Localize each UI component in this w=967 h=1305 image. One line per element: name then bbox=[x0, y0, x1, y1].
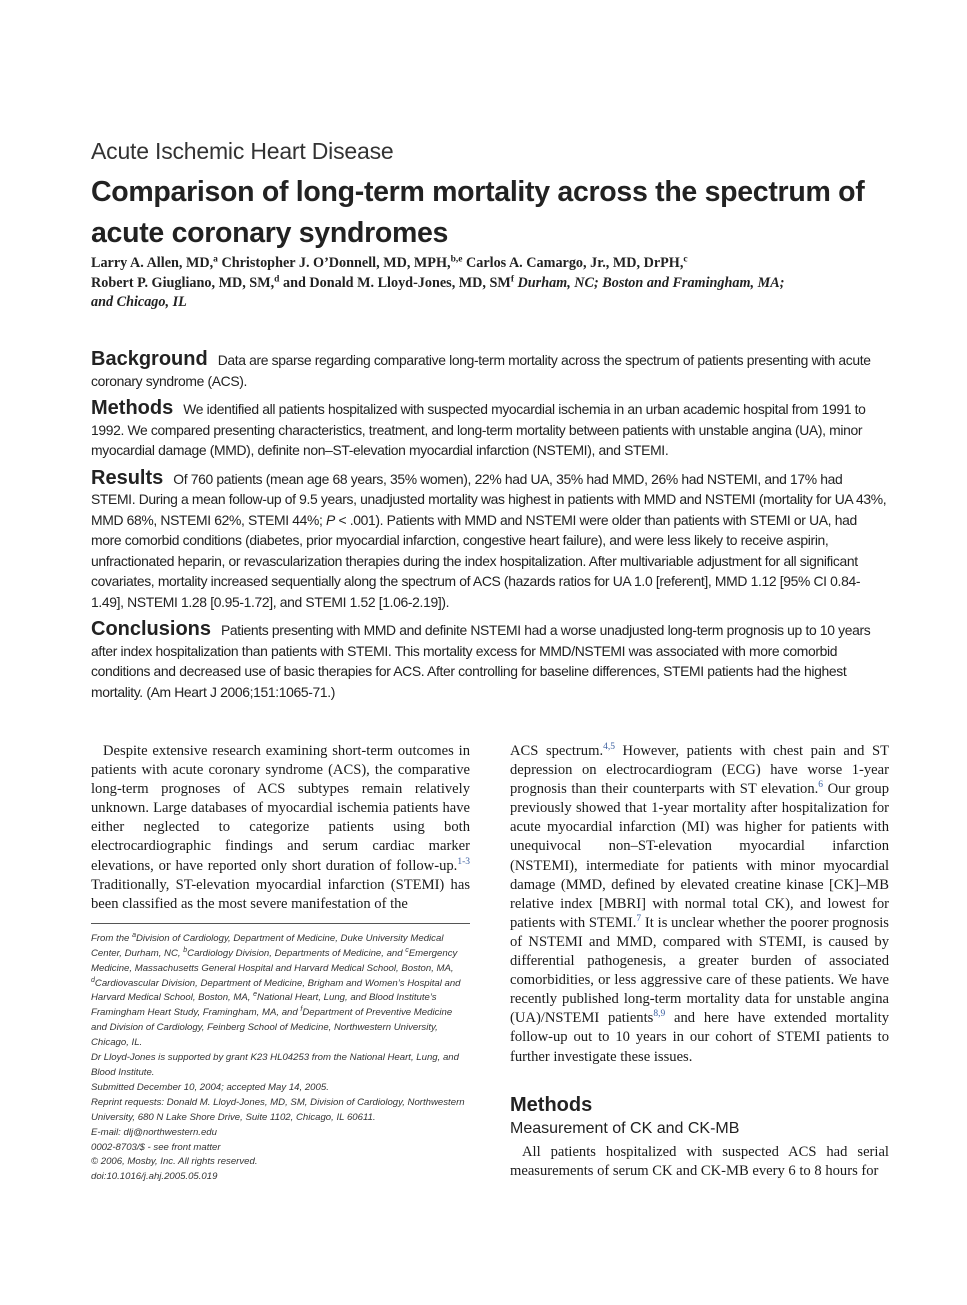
article-title: Comparison of long-term mortality across the spectrum of acute coronary syndromes bbox=[91, 176, 865, 249]
abstract-heading: Results bbox=[91, 466, 164, 489]
intro-paragraph bbox=[91, 742, 470, 914]
footnote-text: Cardiology Division, Departments of Medicine, and bbox=[187, 947, 406, 959]
author-camargo: Carlos A. Camargo, Jr., MD, DrPH, bbox=[462, 255, 684, 271]
author-lloyd-jones: and Donald M. Lloyd-Jones, MD, SM bbox=[279, 274, 511, 291]
abstract-heading: Background bbox=[91, 348, 208, 370]
footnote-text: Department of Preventive Medicine and Division of Cardiology, Feinberg School of Medicine, Northwestern University, Chicago, IL. bbox=[91, 1007, 453, 1049]
footnote-divider bbox=[91, 923, 470, 924]
affiliation-mark: c bbox=[405, 946, 409, 954]
citation-link[interactable]: 8,9 bbox=[653, 1009, 666, 1020]
body-text: However, patients with chest pain and ST depression on electrocardiogram (ECG) have worse 1-year prognosis than their counterparts with ST elevation. bbox=[510, 743, 889, 798]
right-column bbox=[510, 742, 889, 1181]
abstract-results bbox=[91, 468, 889, 613]
left-column bbox=[91, 742, 470, 1185]
methods-subheading: Measurement of CK and CK-MB bbox=[510, 1119, 740, 1137]
author-odonnell: Christopher J. O’Donnell, MD, MPH, bbox=[217, 255, 451, 271]
footnote-text: Emergency Medicine, Massachusetts General Hospital and Harvard Medical School, Boston, MA, bbox=[91, 947, 458, 974]
footnote-text: National Heart, Lung, and Blood Institute’s Framingham Heart Study, Framingham, MA, and bbox=[91, 992, 437, 1019]
abstract-text: Patients presenting with MMD and definite NSTEMI had a worse unadjusted long-term prognosis up to 10 years after index hospitalization than patients with STEMI. This mortality excess for MMD/NSTEMI was associated with more comorbid conditions and decreased use of basic therapies for ACS. After controlling for baseline differences, STEMI patients had the highest mortality. (Am Heart J 2006;151:1065-71.) bbox=[91, 622, 871, 700]
citation-link[interactable]: 7 bbox=[636, 913, 642, 924]
affiliation-mark: d bbox=[274, 273, 280, 284]
p-value-symbol: P bbox=[326, 511, 335, 528]
affiliation-mark: a bbox=[132, 931, 136, 939]
body-text: Our group previously showed that 1-year mortality after hospitalization for acute myocardial infarction (MI) was higher for patients with unequivocal non–ST-elevation myocardial infarction (NSTEMI), intermediate for patients with minor myocardial damage (MMD, defined by elevated creatine kinase [CK]–MB relative index [MBRI] with normal total CK), and lowest for patients with STEMI. bbox=[510, 781, 889, 931]
issn-line: 0002-8703/$ - see front matter bbox=[91, 1141, 221, 1153]
affiliation-mark: f bbox=[510, 273, 514, 284]
abstract-text: Data are sparse regarding comparative long-term mortality across the spectrum of patients presenting with acute coronary syndrome (ACS). bbox=[91, 352, 871, 389]
affiliation-mark: a bbox=[213, 254, 218, 265]
abstract bbox=[91, 349, 889, 709]
reprint-requests: Reprint requests: Donald M. Lloyd-Jones, MD, SM, Division of Cardiology, Northwestern University, 680 N Lake Shore Drive, Suite 1102, Chicago, IL 60611. bbox=[91, 1096, 465, 1123]
body-text: Traditionally, ST-elevation myocardial infarction (STEMI) has been classified as the most severe manifestation of the bbox=[91, 876, 470, 912]
footnote-text: Division of Cardiology, Department of Medicine, Duke University Medical Center, Durham, NC, bbox=[91, 932, 444, 959]
affiliation-mark: e bbox=[253, 991, 258, 999]
affiliation-mark: d bbox=[91, 976, 95, 984]
submission-dates: Submitted December 10, 2004; accepted May 14, 2005. bbox=[91, 1081, 329, 1093]
abstract-text: < .001). Patients with MMD and NSTEMI were older than patients with STEMI or UA, had more comorbid conditions (diabetes, prior myocardial infarction, congestive heart failure), and were less likely to receive aspirin, unfractionated heparin, or revascularization therapies during the index hospitalization. After multivariable adjustment for all significant covariates, mortality increased sequentially along the spectrum of ACS (hazards ratios for UA 1.0 [referent], MMD 1.12 [95% CI 0.84-1.49], NSTEMI 1.28 [0.95-1.72], and STEMI 1.52 [1.06-2.19]). bbox=[91, 511, 861, 610]
footnotes bbox=[91, 932, 470, 1185]
abstract-heading: Conclusions bbox=[91, 618, 212, 640]
citation-link[interactable]: 6 bbox=[818, 780, 824, 791]
abstract-methods bbox=[91, 398, 889, 461]
body-text: and here have extended mortality follow-up out to 10 years in our cohort of STEMI patients to further investigate these issues. bbox=[510, 1010, 889, 1065]
body-text: Despite extensive research examining short-term outcomes in patients with acute coronary syndrome (ACS), the comparative long-term prognoses of ACS subtypes remain relatively unknown. Large databases of myocardial ischemia patients have either neglected to categorize patients using both electrocardiographic findings and serum cardiac marker elevations, or have reported only short duration of follow-up. bbox=[91, 743, 470, 874]
footnote-text: Cardiovascular Division, Department of Medicine, Brigham and Women’s Hospital and Harvard Medical School, Boston, MA, bbox=[91, 977, 461, 1004]
author-allen: Larry A. Allen, MD, bbox=[91, 255, 214, 271]
affiliations-footnote bbox=[91, 932, 470, 1051]
section-label: Acute Ischemic Heart Disease bbox=[91, 138, 394, 164]
body-text: ACS spectrum. bbox=[510, 743, 604, 759]
abstract-heading: Methods bbox=[91, 397, 174, 419]
body-text: It is unclear whether the poorer prognosis of NSTEMI and MMD, compared with STEMI, is caused by differential pathogenesis, a greater burden of associated comorbidities, or less aggressive care of these patients. We have recently published long-term mortality data for unstable angina (UA)/NSTEMI patients bbox=[510, 914, 889, 1027]
affiliation-mark: c bbox=[683, 254, 688, 265]
citation-link[interactable]: 1-3 bbox=[457, 856, 470, 867]
affiliation-mark: b,e bbox=[450, 254, 463, 265]
intro-continued bbox=[510, 742, 889, 1067]
methods-paragraph: All patients hospitalized with suspected ACS had serial measurements of serum CK and CK-MB every 6 to 8 hours for bbox=[510, 1143, 889, 1179]
affiliation-mark: b bbox=[183, 946, 188, 954]
copyright-line: © 2006, Mosby, Inc. All rights reserved. bbox=[91, 1156, 258, 1168]
affiliation-mark: f bbox=[300, 1006, 303, 1014]
abstract-text: We identified all patients hospitalized with suspected myocardial ischemia in an urban academic hospital from 1991 to 1992. We compared presenting characteristics, treatment, and long-term mortality between patients with unstable angina (UA), minor myocardial damage (MMD), definite non–ST-elevation myocardial infarction (NSTEMI), and STEMI. bbox=[91, 401, 866, 458]
abstract-background bbox=[91, 349, 889, 391]
author-giugliano: Robert P. Giugliano, MD, SM, bbox=[91, 274, 275, 291]
abstract-text: Of 760 patients (mean age 68 years, 35% women), 22% had UA, 35% had MMD, 26% had NSTEMI, and 17% had STEMI. During a mean follow-up of 9.5 years, unadjusted mortality was highest in patients with MMD and NSTEMI (mortality for UA 43%, MMD 68%, NSTEMI 62%, STEMI 44%; bbox=[91, 470, 887, 528]
funding-footnote: Dr Lloyd-Jones is supported by grant K23 HL04253 from the National Heart, Lung, and Blood Institute. bbox=[91, 1052, 459, 1078]
abstract-conclusions bbox=[91, 619, 889, 702]
methods-heading: Methods bbox=[510, 1093, 593, 1116]
footnote-text: From the bbox=[91, 932, 133, 944]
author-list bbox=[91, 254, 791, 313]
author-locations: Durham, NC; Boston and Framingham, MA; and Chicago, IL bbox=[91, 274, 785, 310]
doi-link[interactable]: doi:10.1016/j.ahj.2005.05.019 bbox=[91, 1171, 218, 1183]
email-link[interactable]: E-mail: dlj@northwestern.edu bbox=[91, 1126, 217, 1138]
citation-link[interactable]: 4,5 bbox=[603, 742, 615, 753]
